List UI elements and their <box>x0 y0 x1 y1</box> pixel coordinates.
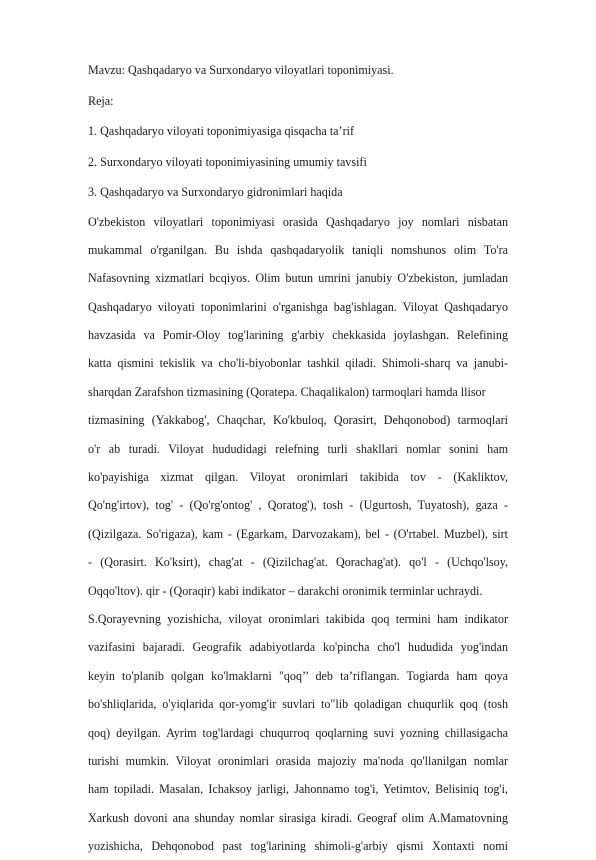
paragraph-line: yozishicha, Dehqonobod past tog'larining shimoli-g'arbiy qismi Xontaxti nomi <box>88 839 508 854</box>
plan-item-2: 2. Surxondaryo viloyati toponimiyasining umumiy tavsifi <box>88 154 367 169</box>
paragraph-line: tizmasining (Yakkabog', Chaqchar, Ko'kbuloq, Qorasirt, Dehqonobod) tarmoqlari <box>88 413 508 428</box>
topic-title: Mavzu: Qashqadaryo va Surxondaryo viloyatlari toponimiyasi. <box>88 63 394 77</box>
paragraph-line: keyin to'planib qolgan ko'lmaklarni "qoq’’ deb ta’riflangan. Togiarda ham qoya <box>88 668 508 683</box>
plan-item-1: 1. Qashqadaryo viloyati toponimiyasiga qisqacha ta’rif <box>88 124 354 138</box>
paragraph-2 <box>88 605 508 860</box>
paragraph-line: bo'shliqlarida, o'yiqlarida qor-yomg'ir suvlari to"lib qoladigan chuqurlik qoq (tosh <box>88 697 508 712</box>
paragraph-line: S.Qorayevning yozishicha, viloyat oronimlari takibida qoq termini ham indikator <box>88 611 508 626</box>
document-body <box>88 55 508 860</box>
paragraph-line: qoq) deyilgan. Ayrim tog'lardagi chuqurroq qoqlarning suvi yozning chillasigacha <box>88 725 508 740</box>
paragraph-line: o'r ab turadi. Viloyat hududidagi relefning turli shakllari nomlar sonini ham <box>88 441 508 456</box>
paragraph-line: ham topiladi. Masalan, Ichaksoy jarligi, Jahonnamo tog'i, Yetimtov, Belisiniq tog'i, <box>88 782 508 797</box>
paragraph-line: katta qismini tekislik va cho'li-biyobonlar tashkil qiladi. Shimoli-sharq va janubi- <box>88 356 508 371</box>
paragraph-line: vazifasini bajaradi. Geografik adabiyotlarda ko'pincha cho'l hududida yog'indan <box>88 640 508 655</box>
document-header <box>88 55 508 208</box>
plan-item-3: 3. Qashqadaryo va Surxondaryo gidronimlari haqida <box>88 185 343 199</box>
paragraph-line: ko'payishiga xizmat qilgan. Viloyat oronimlari takibida tov - (Kakliktov, <box>88 470 508 485</box>
paragraph-line: havzasida va Pomir-Oloy tog'larining g'arbiy chekkasida joylashgan. Relefining <box>88 328 508 343</box>
paragraph-line: Qashqadaryo viloyati toponimlarini o'rganishga bag'ishlagan. Viloyat Qashqadaryo <box>88 299 508 314</box>
plan-heading: Reja: <box>88 93 114 108</box>
paragraph-line: - (Qorasirt. Ko'ksirt), chag'at - (Qizilchag'at. Qorachag'at). qo'l - (Uchqo'lsoy, <box>88 555 508 570</box>
paragraph-line: O'zbekiston viloyatlari toponimiyasi orasida Qashqadaryo joy nomlari nisbatan <box>88 214 508 229</box>
paragraph-line: Xarkush dovoni ana shunday nomlar sirasiga kiradi. Geograf olim A.Mamatovning <box>88 810 508 825</box>
paragraph-line: mukammal o'rganilgan. Bu ishda qashqadaryolik taniqli nomshunos olim To'ra <box>88 242 508 257</box>
paragraph-line: (Qizilgaza. So'rigaza), kam - (Egarkam, Darvozakam), bel - (O'rtabel. Muzbel), sirt <box>88 526 508 541</box>
paragraph-line: turishi mumkin. Viloyat oronimlari orasida majoziy ma'noda qo'llanilgan nomlar <box>88 753 508 768</box>
paragraph-1 <box>88 208 508 605</box>
paragraph-line: Oqqo'ltov). qir - (Qoraqir) kabi indikator – darakchi oronimik terminlar uchraydi. <box>88 583 483 598</box>
paragraph-line: Qo'ng'irtov), tog' - (Qo'rg'ontog' , Qoratog'), tosh - (Ugurtosh, Tuyatosh), gaza - <box>88 498 508 513</box>
paragraph-line: Nafasovning xizmatlari bcqiyos. Olim butun umrini janubiy O'zbekiston, jumladan <box>88 271 508 286</box>
paragraph-line: sharqdan Zarafshon tizmasining (Qoratepa. Chaqalikalon) tarmoqlari hamda llisor <box>88 384 486 399</box>
